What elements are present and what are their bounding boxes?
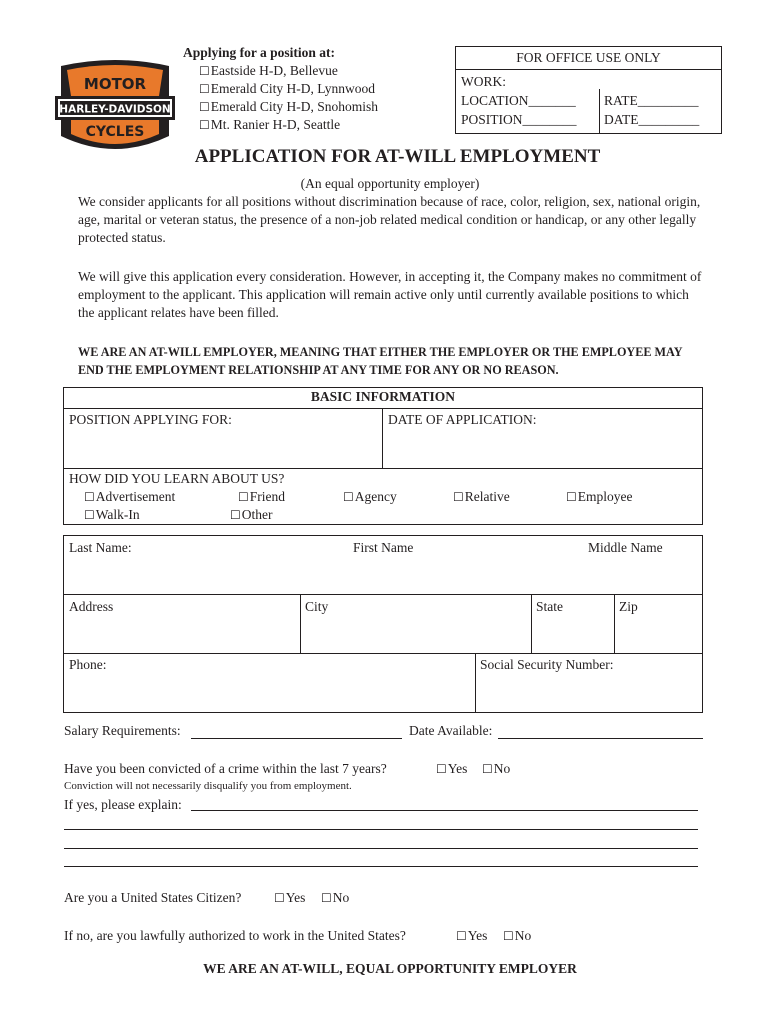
date-of-application-field[interactable]: DATE OF APPLICATION: [388,412,537,427]
conviction-note: Conviction will not necessarily disqualify you from employment. [64,780,352,792]
citizen-question: Are you a United States Citizen? [64,890,242,905]
logo-bottom-text: CYCLES [85,124,145,140]
footer-statement: WE ARE AN AT-WILL, EQUAL OPPORTUNITY EMPLOYER [203,961,577,976]
logo-middle-text: HARLEY-DAVIDSON [59,103,171,116]
middle-name-field[interactable]: Middle Name [588,540,663,555]
explain-line-3[interactable] [64,848,698,849]
nondiscrimination-paragraph: We consider applicants for all positions without discrimination because of race, color, religion, sex, national origin, age, marital or veteran status, the presence of a non-job related medical condition or handicap, or any other legally protected status. [78,194,701,245]
office-use-box [455,46,722,134]
date-available-label: Date Available: [409,723,493,738]
source-other-checkbox[interactable]: ☐ Other [230,507,273,523]
address-field[interactable]: Address [69,599,114,614]
office-work-label: WORK: [461,74,506,89]
phone-field[interactable]: Phone: [69,657,107,672]
consideration-paragraph: We will give this application every consideration. However, in accepting it, the Company makes no commitment of employment to the applicant. This application will remain active only until currently available positions to which the applicant relates have been filled. [78,269,702,320]
city-field[interactable]: City [305,599,329,614]
salary-label: Salary Requirements: [64,723,181,738]
explain-line-2[interactable] [64,829,698,830]
source-advertisement-checkbox[interactable]: ☐ Advertisement [84,489,175,505]
positions-heading: Applying for a position at: [183,45,336,60]
position-options [183,44,378,134]
authorized-no-checkbox[interactable]: ☐ No [503,928,531,944]
personal-information-section [63,535,703,713]
source-walk-in-checkbox[interactable]: ☐ Walk-In [84,507,140,523]
ssn-field[interactable]: Social Security Number: [480,657,614,672]
authorized-question: If no, are you lawfully authorized to work in the United States? [64,928,406,943]
office-rate-label: RATE_________ [604,93,699,108]
page-title: APPLICATION FOR AT-WILL EMPLOYMENT [194,146,601,167]
crime-yes-checkbox[interactable]: ☐ Yes [436,761,467,777]
position-option-eastside[interactable]: ☐ Eastside H-D, Bellevue [199,62,378,80]
office-position-label: POSITION________ [461,112,577,127]
harley-davidson-logo [55,58,175,158]
at-will-notice: WE ARE AN AT-WILL EMPLOYER, MEANING THAT EITHER THE EMPLOYER OR THE EMPLOYEE MAY END THE EMPLOYMENT RELATIONSHIP AT ANY TIME FOR ANY OR NO REASON. [78,345,683,377]
explain-line-1[interactable] [191,810,698,811]
last-name-field[interactable]: Last Name: [69,540,132,555]
basic-information-header: BASIC INFORMATION [310,389,456,404]
source-friend-checkbox[interactable]: ☐ Friend [238,489,285,505]
office-use-title: FOR OFFICE USE ONLY [516,50,661,65]
date-available-input-line[interactable] [498,738,703,739]
logo-top-text: MOTOR [83,75,147,93]
authorized-yes-checkbox[interactable]: ☐ Yes [456,928,487,944]
office-date-label: DATE_________ [604,112,700,127]
zip-field[interactable]: Zip [619,599,638,614]
source-agency-checkbox[interactable]: ☐ Agency [343,489,397,505]
explain-label: If yes, please explain: [64,797,182,812]
first-name-field[interactable]: First Name [353,540,414,555]
source-employee-checkbox[interactable]: ☐ Employee [566,489,633,505]
page-subtitle: (An equal opportunity employer) [300,176,480,191]
basic-information-section [63,387,703,525]
explain-line-4[interactable] [64,866,698,867]
citizen-no-checkbox[interactable]: ☐ No [321,890,349,906]
how-learn-label: HOW DID YOU LEARN ABOUT US? [69,471,285,486]
state-field[interactable]: State [536,599,563,614]
position-applying-field[interactable]: POSITION APPLYING FOR: [69,412,232,427]
position-option-seattle[interactable]: ☐ Mt. Ranier H-D, Seattle [199,116,378,134]
office-location-label: LOCATION_______ [461,93,576,108]
citizen-yes-checkbox[interactable]: ☐ Yes [274,890,305,906]
crime-question: Have you been convicted of a crime within the last 7 years? [64,761,387,776]
crime-no-checkbox[interactable]: ☐ No [482,761,510,777]
source-relative-checkbox[interactable]: ☐ Relative [453,489,510,505]
position-option-lynnwood[interactable]: ☐ Emerald City H-D, Lynnwood [199,80,378,98]
position-option-snohomish[interactable]: ☐ Emerald City H-D, Snohomish [199,98,378,116]
salary-input-line[interactable] [191,738,402,739]
